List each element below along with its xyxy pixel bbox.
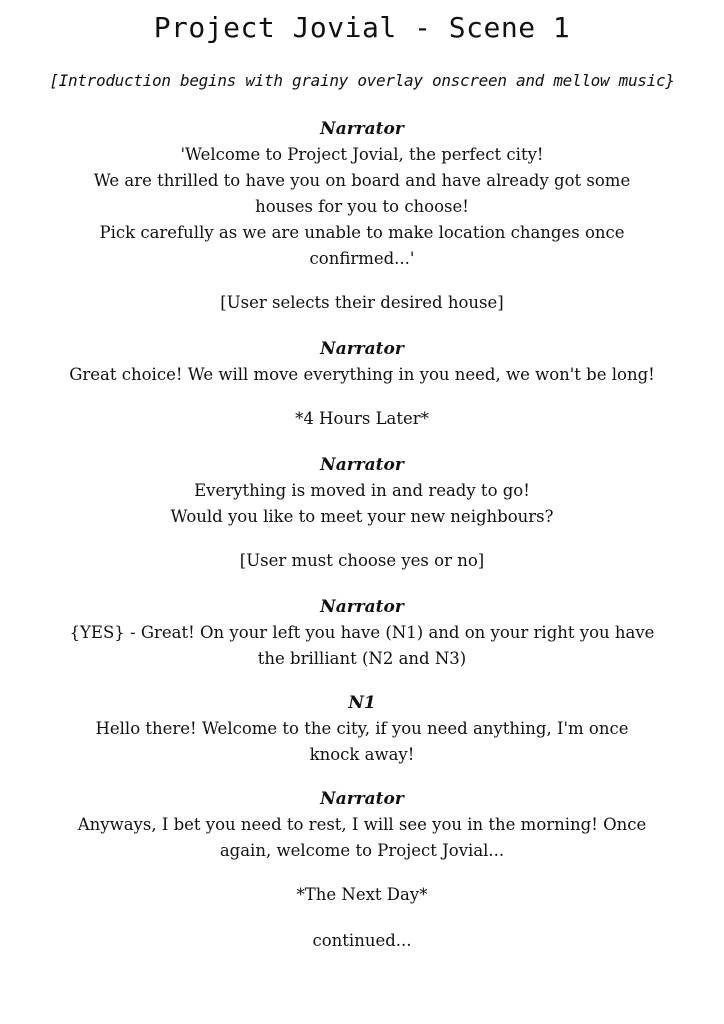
dialogue-line: Anyways, I bet you need to rest, I will see you in the morning! Once (77, 815, 647, 834)
n1-dialogue (14, 690, 710, 768)
continued-note: continued... (312, 931, 412, 950)
narrator-dialogue-4 (14, 594, 710, 672)
speaker-name: Narrator (320, 789, 404, 809)
speaker-name: Narrator (320, 339, 404, 359)
narrator-dialogue-3 (14, 452, 710, 530)
dialogue-line: knock away! (309, 745, 415, 764)
dialogue-line: Great choice! We will move everything in you need, we won't be long! (69, 365, 655, 384)
dialogue-line: Pick carefully as we are unable to make location changes once (99, 223, 625, 242)
dialogue-line: {YES} - Great! On your left you have (N1) and on your right you have (69, 623, 655, 642)
dialogue-line: Hello there! Welcome to the city, if you need anything, I'm once (95, 719, 629, 738)
dialogue-line: Everything is moved in and ready to go! (194, 481, 530, 500)
dialogue-line: We are thrilled to have you on board and have already got some (93, 171, 631, 190)
page-title: Project Jovial - Scene 1 (153, 11, 571, 44)
stage-direction-select-house: [User selects their desired house] (220, 293, 504, 312)
dialogue-line: Would you like to meet your new neighbours? (170, 507, 554, 526)
dialogue-line: 'Welcome to Project Jovial, the perfect city! (180, 145, 544, 164)
time-skip-4-hours: *4 Hours Later* (295, 409, 429, 428)
speaker-name: Narrator (320, 597, 404, 617)
dialogue-line: houses for you to choose! (255, 197, 469, 216)
speaker-name: N1 (348, 693, 376, 713)
dialogue-line: confirmed...' (309, 249, 415, 268)
dialogue-line: again, welcome to Project Jovial... (219, 841, 505, 860)
narrator-dialogue-1 (14, 116, 710, 272)
speaker-name: Narrator (320, 119, 404, 139)
dialogue-line: the brilliant (N2 and N3) (257, 649, 467, 668)
intro-direction: [Introduction begins with grainy overlay onscreen and mellow music} (49, 71, 675, 90)
speaker-name: Narrator (320, 455, 404, 475)
narrator-dialogue-5 (14, 786, 710, 864)
time-skip-next-day: *The Next Day* (296, 885, 428, 904)
stage-direction-choose: [User must choose yes or no] (239, 551, 485, 570)
narrator-dialogue-2 (14, 336, 710, 388)
